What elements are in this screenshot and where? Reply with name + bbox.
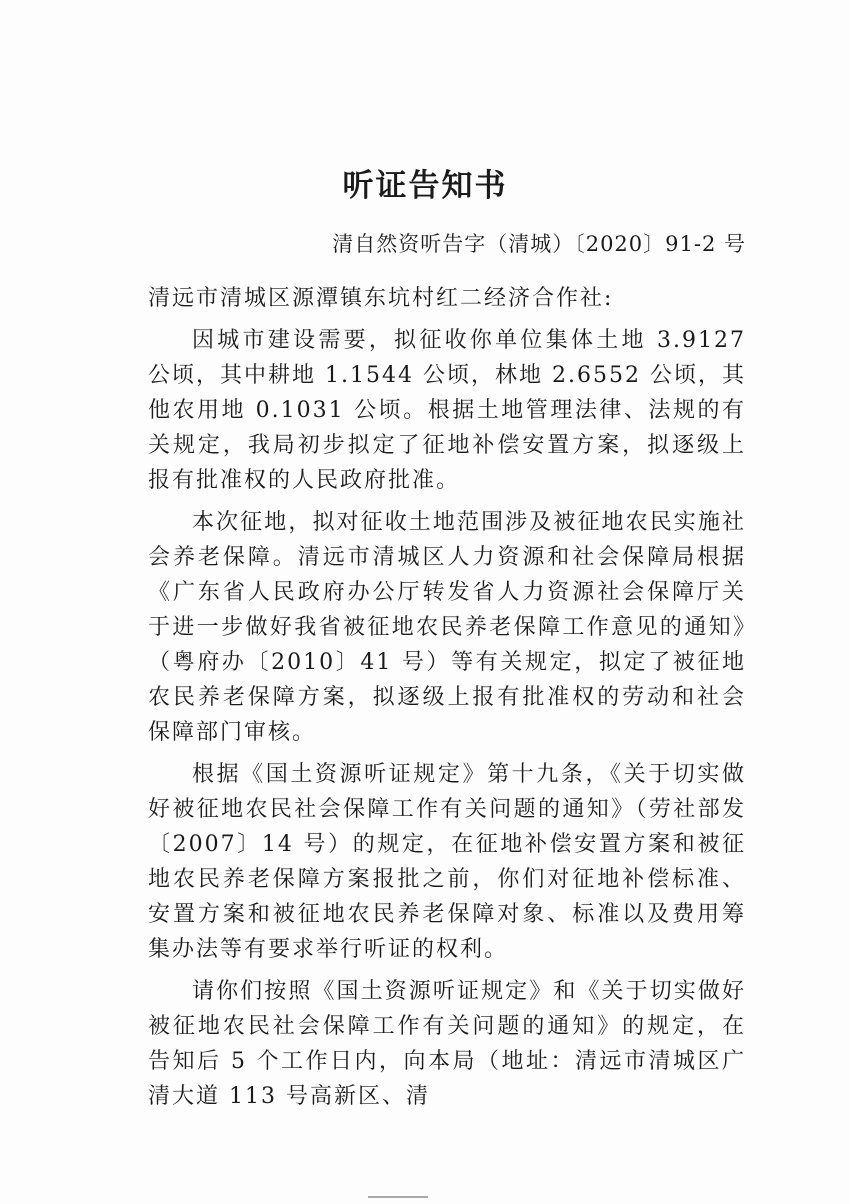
salutation: 清远市清城区源潭镇东坑村红二经济合作社:	[148, 286, 614, 311]
paragraph-1: 因城市建设需要，拟征收你单位集体土地 3.9127 公顷，其中耕地 1.1544 公顷，林地 2.6552 公顷，其他农用地 0.1031 公顷。根据土地管理法律、法规的有关规定，我局初步拟定了征地补偿安置方案，拟逐级上报有批准权的人民政府批准。	[148, 328, 746, 493]
document-body	[148, 281, 746, 1114]
document-title: 听证告知书	[342, 168, 508, 204]
paragraph-4: 请你们按照《国土资源听证规定》和《关于切实做好被征地农民社会保障工作有关问题的通知》的规定，在告知后 5 个工作日内，向本局（地址：清远市清城区广清大道 113 号高新区、清	[148, 979, 746, 1109]
document-number: 清自然资听告字（清城）〔2020〕91-2 号	[332, 232, 746, 256]
paragraph-2: 本次征地，拟对征收土地范围涉及被征地农民实施社会养老保障。清远市清城区人力资源和社会保障局根据《广东省人民政府办公厅转发省人力资源社会保障厅关于进一步做好我省被征地农民养老保障工作意见的通知》（粤府办〔2010〕41 号）等有关规定，拟定了被征地农民养老保障方案，拟逐级上报有批准权的劳动和社会保障部门审核。	[148, 510, 746, 745]
scan-edge-mark	[368, 1196, 428, 1198]
paragraph-3: 根据《国土资源听证规定》第十九条，《关于切实做好被征地农民社会保障工作有关问题的通知》（劳社部发〔2007〕14 号）的规定，在征地补偿安置方案和被征地农民养老保障方案报批之前，你们对征地补偿标准、安置方案和被征地农民养老保障对象、标准以及费用筹集办法等有要求举行听证的权利。	[148, 762, 746, 962]
